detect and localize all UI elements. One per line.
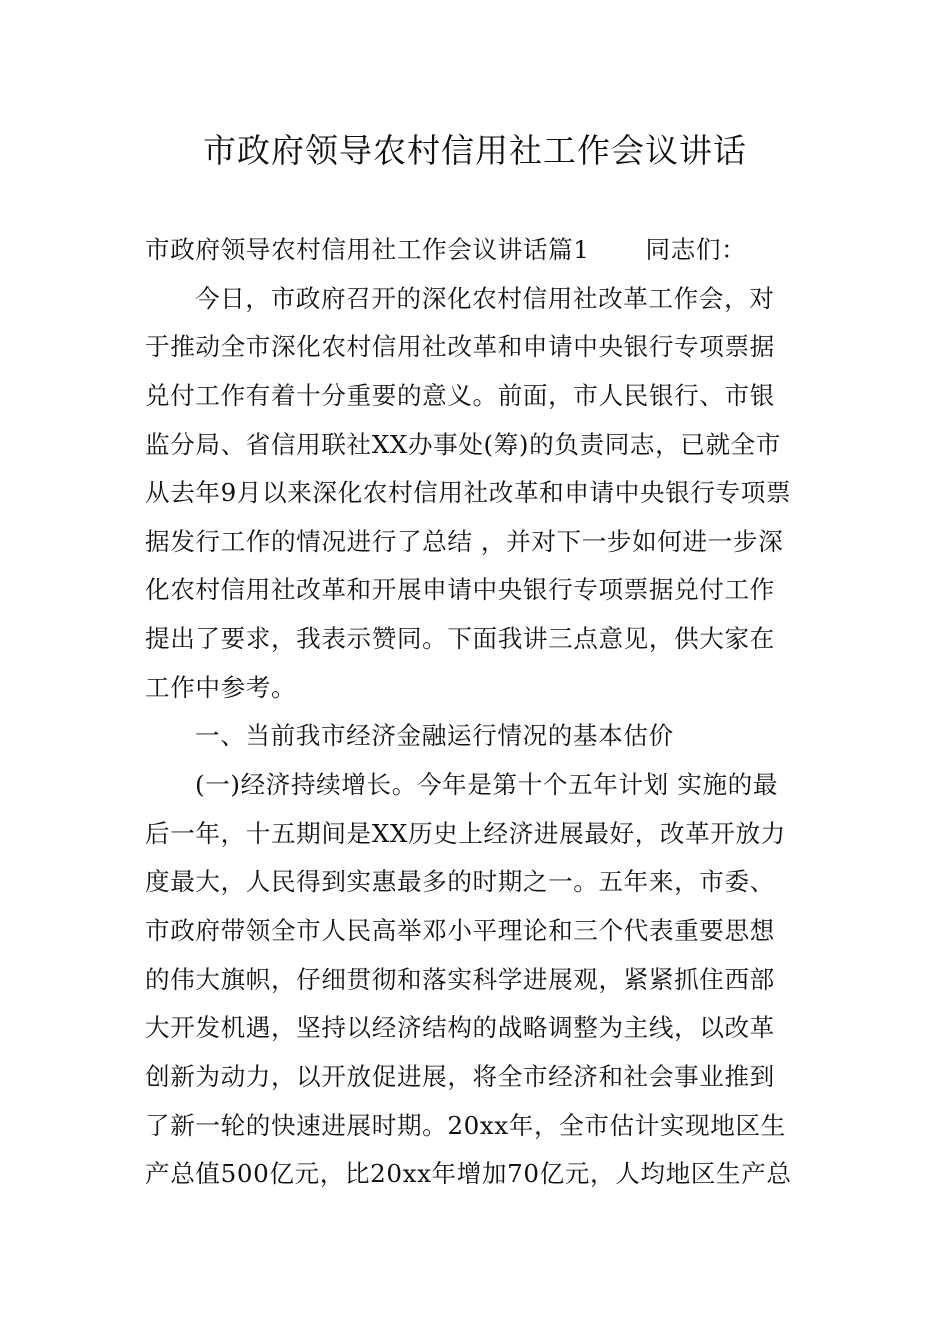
body-line: 度最大，人民得到实惠最多的时期之一。五年来，市委、 <box>145 867 775 897</box>
first-line <box>145 226 805 275</box>
body-line: 提出了要求，我表示赞同。下面我讲三点意见，供大家在 <box>145 624 775 654</box>
body-line: 一、当前我市经济金融运行情况的基本估价 <box>195 721 674 751</box>
document-body <box>145 226 805 1199</box>
body-line: 产总值500亿元，比20xx年增加70亿元，人均地区生产总 <box>145 1159 792 1189</box>
body-line: 市政府带领全市人民高举邓小平理论和三个代表重要思想 <box>145 915 775 945</box>
body-line: 于推动全市深化农村信用社改革和申请中央银行专项票据 <box>145 332 775 362</box>
body-line: 了新一轮的快速进展时期。20xx年，全市估计实现地区生 <box>145 1110 786 1140</box>
body-line: 据发行工作的情况进行了总结 ，并对下一步如何进一步深 <box>145 526 784 556</box>
body-line: 工作中参考。 <box>145 672 297 702</box>
body-line: 创新为动力，以开放促进展，将全市经济和社会事业推到 <box>145 1061 775 1091</box>
salutation: 同志们： <box>645 235 747 264</box>
body-line: 今日，市政府召开的深化农村信用社改革工作会，对 <box>195 283 775 313</box>
body-line: 的伟大旗帜，仔细贯彻和落实科学进展观，紧紧抓住西部 <box>145 964 775 994</box>
body-line: 从去年9月以来深化农村信用社改革和申请中央银行专项票 <box>145 478 792 508</box>
body-line: (一)经济持续增长。今年是第十个五年计划 实施的最 <box>195 770 779 800</box>
body-line: 兑付工作有着十分重要的意义。前面，市人民银行、市银 <box>145 380 775 410</box>
body-line: 监分局、省信用联社XX办事处(筹)的负责同志，已就全市 <box>145 429 782 459</box>
body-line: 大开发机遇，坚持以经济结构的战略调整为主线，以改革 <box>145 1013 775 1043</box>
section-heading: 市政府领导农村信用社工作会议讲话篇1 <box>145 235 590 264</box>
body-line: 后一年，十五期间是XX历史上经济进展最好，改革开放力 <box>145 818 786 848</box>
document-title: 市政府领导农村信用社工作会议讲话 <box>203 131 747 170</box>
body-line: 化农村信用社改革和开展申请中央银行专项票据兑付工作 <box>145 575 775 605</box>
